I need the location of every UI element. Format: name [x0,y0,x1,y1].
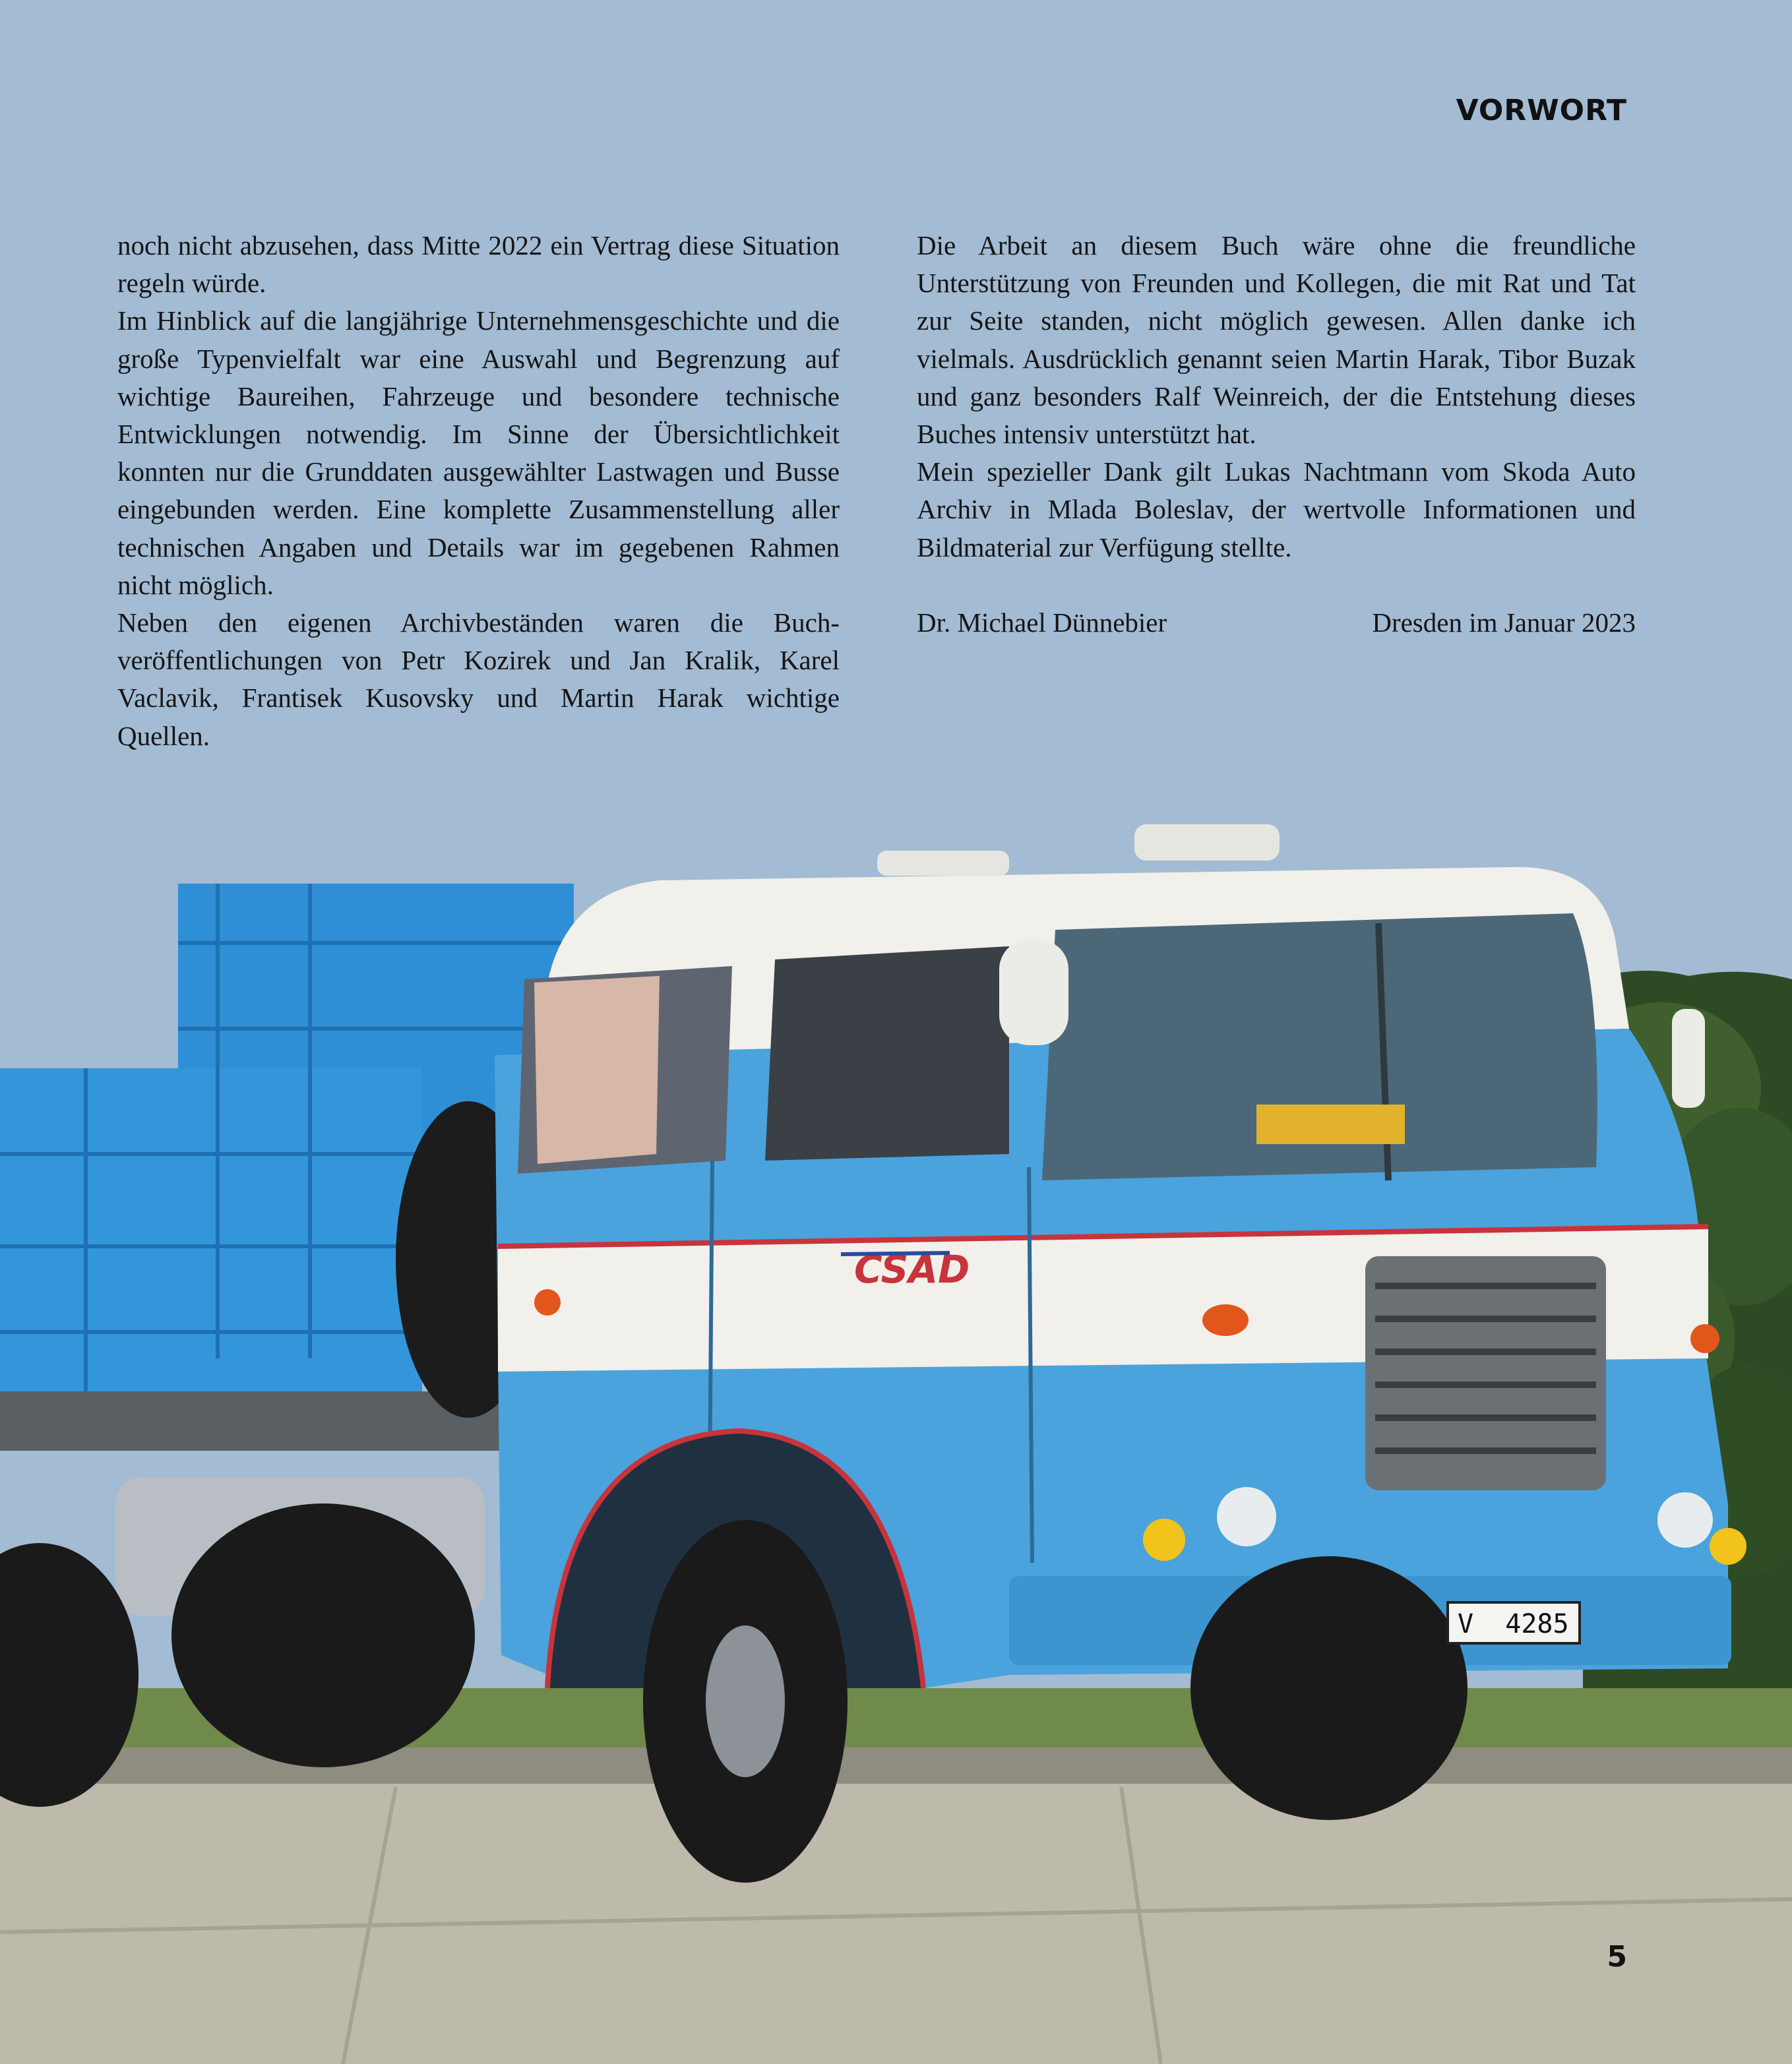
front-wheel [1190,1556,1468,1820]
signature-place-date: Dresden im Januar 2023 [1372,607,1636,638]
mirror-left [999,940,1068,1045]
page-number: 5 [1607,1940,1627,1974]
headlight [1217,1487,1276,1546]
section-title: VORWORT [1456,94,1627,127]
csad-logo: CSAD [854,1247,970,1292]
fog-light [1710,1528,1746,1565]
indicator-light [534,1289,561,1316]
paragraph: Im Hinblick auf die langjährige Unternehmensgeschichte und die große Typenvielfalt war eine Auswahl und Begrenzung auf wichtige Baureihen, Fahrzeuge und besondere technische Entwicklungen notwendig. Im Sinne der Übersichtlichkeit konnten nur die Grunddaten ausgewählter Lastwagen und Busse eingebunden werden. Eine komplette Zusammenstellung aller technischen Angaben und Details war im gegebenen Rahmen nicht möglich. [117,305,840,600]
paragraph: Neben den eigenen Archivbeständen waren die Buchveröffentlichungen von Petr Kozirek und Jan Kralik, Karel Vaclavik, Frantisek Kusovsky und Martin Harak wichtige Quellen. [117,607,840,751]
indicator-light [1202,1304,1249,1336]
rear-wheel [171,1503,475,1767]
mirror-right [1672,1009,1705,1108]
signature-line [917,604,1636,642]
fog-light [1143,1519,1185,1561]
truck-photo [0,811,1792,2064]
pavement [0,1784,1792,2064]
front-grille [1365,1256,1606,1490]
indicator-light [1690,1324,1719,1353]
truck-cab [495,824,1731,1688]
paragraph: noch nicht abzusehen, dass Mitte 2022 ein Vertrag diese Situation regeln würde. [117,230,840,299]
headlight [1657,1492,1713,1548]
right-text-column [917,227,1636,642]
paragraph: Die Arbeit an diesem Buch wäre ohne die freundliche Unterstützung von Freunden und Kollegen, die mit Rat und Tat zur Seite standen, nicht möglich gewesen. Allen danke ich vielmals. Ausdrücklich genannt seien Martin Harak, Tibor Buzak und ganz besonders Ralf Weinreich, der die Entstehung dieses Buches intensiv unterstützt hat. [917,230,1636,450]
left-text-column [117,227,840,755]
signature-author: Dr. Michael Dünnebier [917,607,1167,638]
paragraph: Mein spezieller Dank gilt Lukas Nachtmann vom Skoda Auto Archiv in Mlada Boleslav, der wertvolle Informationen und Bildmaterial zur Verfügung stellte. [917,456,1636,562]
wheel-hub [706,1625,785,1777]
license-plate-text: V 4285 [1458,1609,1569,1639]
